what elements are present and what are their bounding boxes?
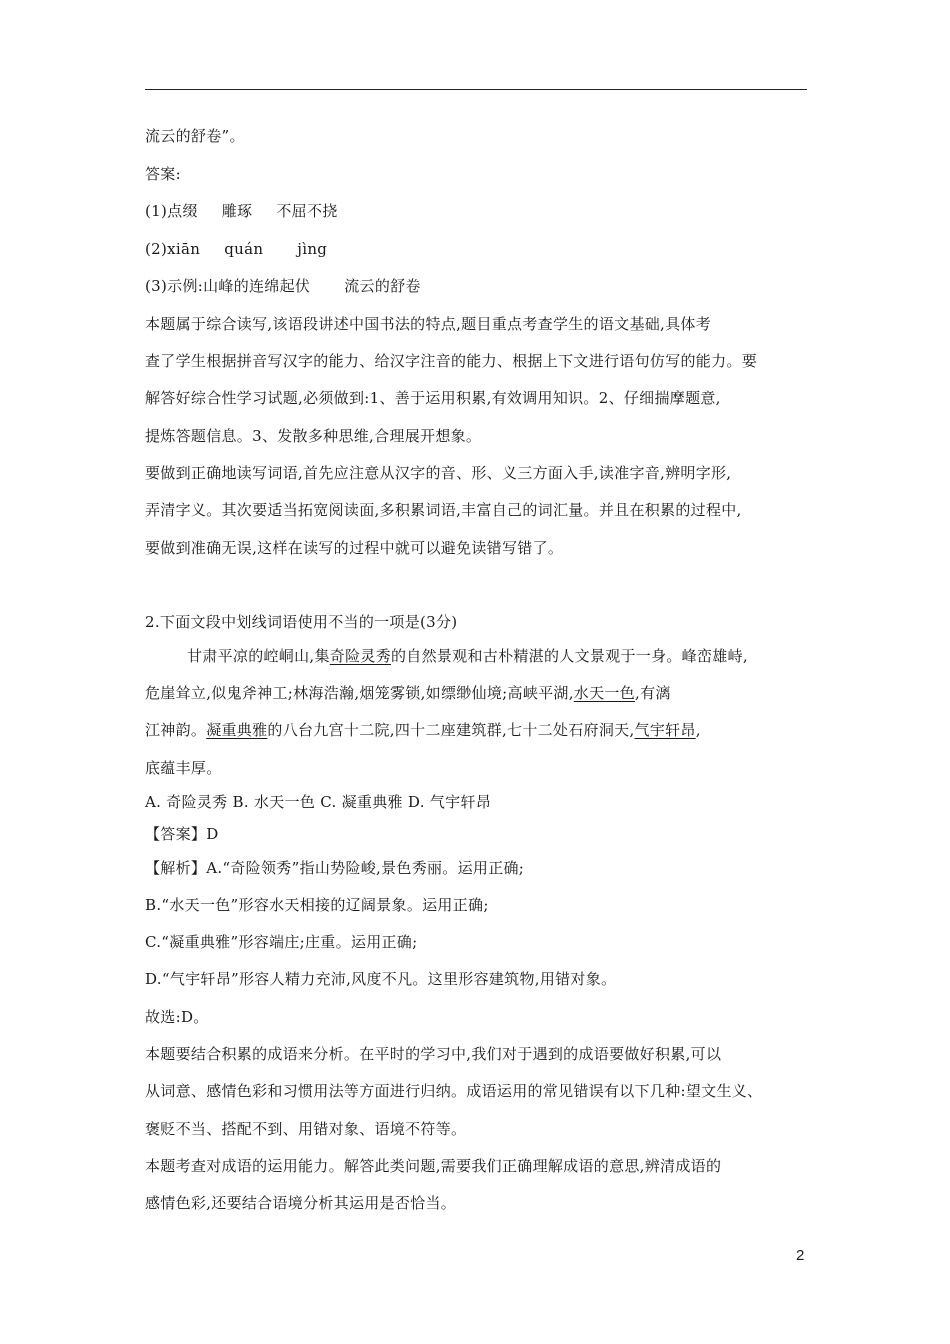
answer-item-2 bbox=[145, 239, 327, 259]
text-line: 解答好综合性学习试题,必须做到:1、善于运用积累,有效调用知识。2、仔细揣摩题意, bbox=[145, 389, 721, 407]
text-line: 要做到准确无误,这样在读写的过程中就可以避免读错写错了。 bbox=[145, 539, 564, 557]
passage-text: , bbox=[695, 721, 701, 739]
text-line: 弄清字义。其次要适当拓宽阅读面,多积累词语,丰富自己的词汇量。并且在积累的过程中, bbox=[145, 501, 742, 519]
passage-text: 的自然景观和古朴精湛的人文景观于一身。峰峦雄峙, bbox=[390, 647, 748, 665]
text-line: 要做到正确地读写词语,首先应注意从汉字的音、形、义三方面入手,读准字音,辨明字形, bbox=[145, 464, 732, 482]
choice-line: 故选:D。 bbox=[145, 1008, 209, 1026]
header-rule bbox=[145, 89, 807, 90]
example-text: 流云的舒卷 bbox=[344, 277, 421, 295]
page-number: 2 bbox=[796, 1247, 805, 1264]
passage-line bbox=[145, 720, 701, 740]
item-prefix: (3)示例: bbox=[145, 277, 204, 295]
passage-line bbox=[187, 646, 748, 666]
text-line: 查了学生根据拼音写汉字的能力、给汉字注音的能力、根据上下文进行语句仿写的能力。要 bbox=[145, 352, 758, 370]
text-line: 从词意、感情色彩和习惯用法等方面进行归纳。成语运用的常见错误有以下几种:望文生义、 bbox=[145, 1082, 763, 1100]
answer-word: 点缀 bbox=[167, 202, 198, 220]
underlined-phrase: 气宇轩昂 bbox=[634, 721, 696, 739]
example-text: 山峰的连绵起伏 bbox=[203, 277, 311, 295]
answer-item-3 bbox=[145, 276, 421, 296]
passage-text: 甘肃平凉的崆峒山,集 bbox=[187, 647, 330, 665]
passage-text: ,有漓 bbox=[635, 684, 671, 702]
underlined-phrase: 奇险灵秀 bbox=[329, 647, 391, 665]
text-line: 褒贬不当、搭配不到、用错对象、语境不符等。 bbox=[145, 1120, 467, 1138]
answer-label: 答案: bbox=[145, 165, 181, 183]
item-prefix: (2) bbox=[145, 240, 168, 258]
answer-line: 【答案】D bbox=[145, 825, 219, 843]
answer-item-1 bbox=[145, 201, 338, 221]
text-line: 提炼答题信息。3、发散多种思维,合理展开想象。 bbox=[145, 427, 482, 445]
text-line: 本题属于综合读写,该语段讲述中国书法的特点,题目重点考查学生的语文基础,具体考 bbox=[145, 315, 712, 333]
answer-word: 不屈不挠 bbox=[276, 202, 338, 220]
pinyin: jìng bbox=[297, 240, 328, 258]
passage-text: 危崖耸立,似鬼斧神工;林海浩瀚,烟笼雾锁,如缥缈仙境;高峡平湖, bbox=[145, 684, 574, 702]
text-line: 本题考查对成语的运用能力。解答此类问题,需要我们正确理解成语的意思,辨清成语的 bbox=[145, 1157, 722, 1175]
passage-line bbox=[145, 683, 671, 703]
pinyin: quán bbox=[224, 240, 264, 258]
pinyin: xiān bbox=[167, 240, 201, 258]
underlined-phrase: 水天一色 bbox=[573, 684, 635, 702]
options-line: A. 奇险灵秀 B. 水天一色 C. 凝重典雅 D. 气宇轩昂 bbox=[145, 793, 492, 811]
passage-text: 江神韵。 bbox=[145, 721, 207, 739]
analysis-line: C.“凝重典雅”形容端庄;庄重。运用正确; bbox=[145, 933, 418, 951]
passage-line: 底蕴丰厚。 bbox=[145, 759, 222, 777]
text-line: 本题要结合积累的成语来分析。在平时的学习中,我们对于遇到的成语要做好积累,可以 bbox=[145, 1045, 722, 1063]
question-title: 2.下面文段中划线词语使用不当的一项是(3分) bbox=[145, 613, 458, 631]
underlined-phrase: 凝重典雅 bbox=[206, 721, 268, 739]
answer-word: 雕琢 bbox=[221, 202, 253, 220]
analysis-line: B.“水天一色”形容水天相接的辽阔景象。运用正确; bbox=[145, 896, 489, 914]
text-line: 流云的舒卷”。 bbox=[145, 127, 245, 145]
passage-text: 的八台九宫十二院,四十二座建筑群,七十二处石府洞天, bbox=[267, 721, 635, 739]
item-prefix: (1) bbox=[145, 202, 168, 220]
analysis-line: 【解析】A.“奇险领秀”指山势险峻,景色秀丽。运用正确; bbox=[145, 859, 525, 877]
analysis-line: D.“气宇轩昂”形容人精力充沛,风度不凡。这里形容建筑物,用错对象。 bbox=[145, 970, 617, 988]
text-line: 感情色彩,还要结合语境分析其运用是否恰当。 bbox=[145, 1194, 457, 1212]
